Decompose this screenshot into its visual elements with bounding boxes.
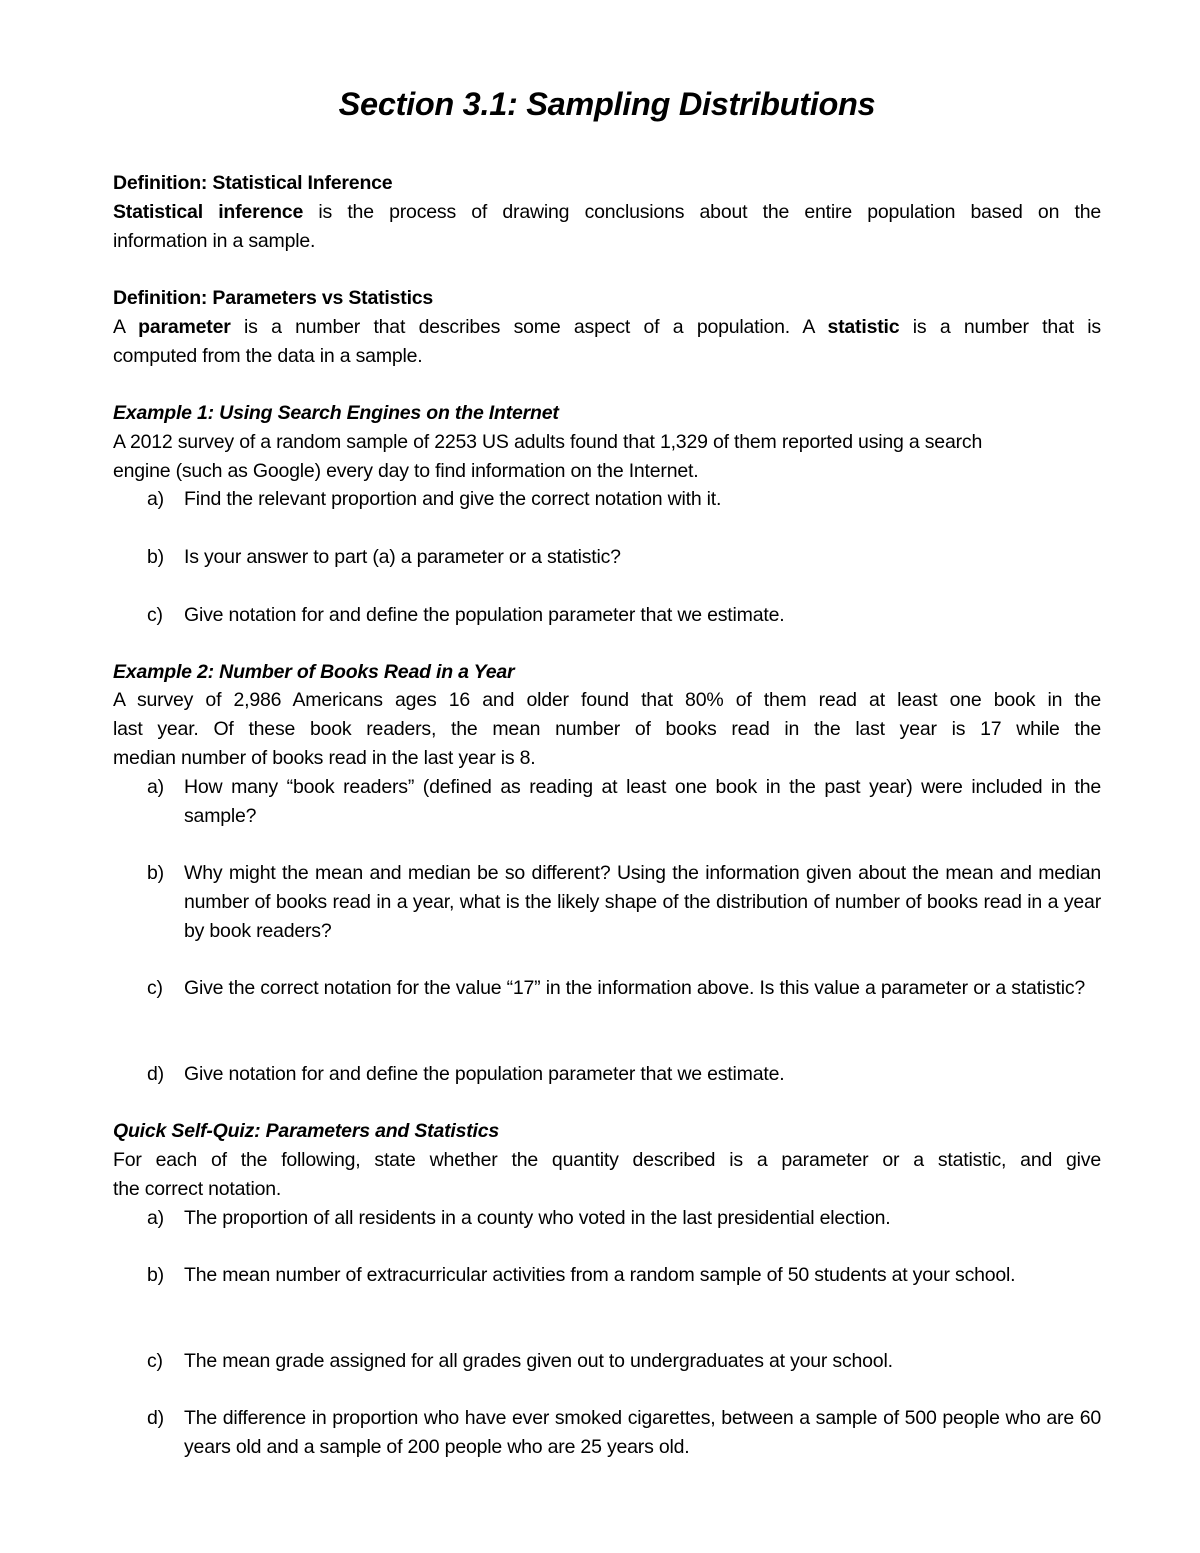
quiz-heading: Quick Self-Quiz: Parameters and Statistics	[113, 1120, 500, 1142]
def2-text-b: is a number that describes some aspect of a population. A	[230, 316, 828, 338]
quiz-line2: the correct notation.	[113, 1178, 282, 1200]
ex1-line1: A 2012 survey of a random sample of 2253 US adults found that 1,329 of them reported using a search	[113, 431, 983, 453]
ex2-line3: median number of books read in the last year is 8.	[113, 747, 536, 769]
item-text: Give the correct notation for the value “17” in the information above. Is this value a parameter or a statistic?	[184, 977, 1086, 999]
item-label: c)	[147, 977, 163, 999]
ex2-line1: A survey of 2,986 Americans ages 16 and older found that 80% of them read at least one book in the	[113, 689, 1101, 711]
def1-line1	[113, 198, 1101, 227]
def2-term-statistic: statistic	[827, 316, 900, 338]
item-label: b)	[147, 1264, 164, 1286]
def2-line1	[113, 313, 1101, 342]
item-text: The proportion of all residents in a county who voted in the last presidential election.	[184, 1207, 891, 1229]
ex1-heading: Example 1: Using Search Engines on the Internet	[113, 402, 559, 424]
def2-heading: Definition: Parameters vs Statistics	[113, 287, 434, 309]
def1-text: is the process of drawing conclusions about the entire population based on the	[303, 201, 1101, 223]
item-label: d)	[147, 1063, 164, 1085]
item-label: c)	[147, 1350, 163, 1372]
item-text: The mean number of extracurricular activities from a random sample of 50 students at your school.	[184, 1264, 1016, 1286]
item-text: Give notation for and define the population parameter that we estimate.	[184, 604, 785, 626]
def2-text-a: A	[113, 316, 139, 338]
def2-line2: computed from the data in a sample.	[113, 345, 423, 367]
page-title: Section 3.1: Sampling Distributions	[338, 86, 876, 122]
item-label: a)	[147, 488, 164, 510]
def1-term: Statistical inference	[113, 201, 304, 223]
item-text: Find the relevant proportion and give the correct notation with it.	[184, 488, 722, 510]
item-text: The difference in proportion who have ever smoked cigarettes, between a sample of 500 people who are 60 years old and a sample of 200 people who are 25 years old.	[184, 1407, 1101, 1458]
item-label: b)	[147, 546, 164, 568]
item-label: c)	[147, 604, 163, 626]
quiz-line1: For each of the following, state whether the quantity described is a parameter or a statistic, and give	[113, 1149, 1101, 1171]
item-text: Give notation for and define the population parameter that we estimate.	[184, 1063, 785, 1085]
item-text: How many “book readers” (defined as reading at least one book in the past year) were included in the sample?	[184, 776, 1101, 827]
item-label: b)	[147, 862, 164, 884]
def1-heading: Definition: Statistical Inference	[113, 172, 393, 194]
ex1-line2: engine (such as Google) every day to find information on the Internet.	[113, 460, 699, 482]
item-label: a)	[147, 1207, 164, 1229]
item-text: The mean grade assigned for all grades given out to undergraduates at your school.	[184, 1350, 893, 1372]
item-label: d)	[147, 1407, 164, 1429]
def2-term-parameter: parameter	[138, 316, 231, 338]
def2-text-c: is a number that is	[899, 316, 1101, 338]
ex2-line2: last year. Of these book readers, the mean number of books read in the last year is 17 while the	[113, 718, 1101, 740]
item-label: a)	[147, 776, 164, 798]
def1-line2: information in a sample.	[113, 230, 316, 252]
item-text: Is your answer to part (a) a parameter or a statistic?	[184, 546, 621, 568]
ex2-heading: Example 2: Number of Books Read in a Year	[113, 661, 515, 683]
item-text: Why might the mean and median be so different? Using the information given about the mean and median number of books read in a year, what is the likely shape of the distribution of number of books read in a year by book readers?	[184, 862, 1101, 942]
